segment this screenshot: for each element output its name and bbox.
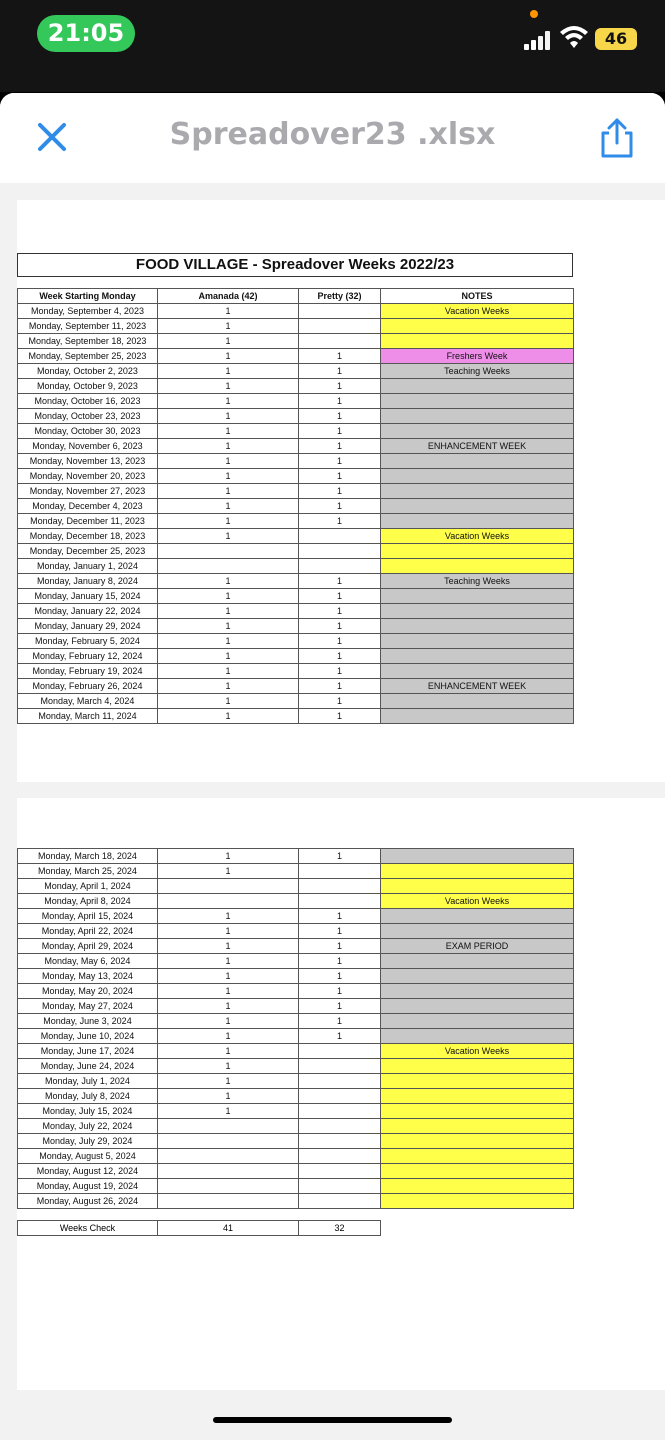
table-row bbox=[18, 1059, 574, 1074]
table-row bbox=[18, 849, 574, 864]
cell-amanada: 1 bbox=[158, 439, 299, 454]
cell-amanada bbox=[158, 559, 299, 574]
cell-amanada: 1 bbox=[158, 1044, 299, 1059]
cell-notes bbox=[381, 1179, 574, 1194]
cell-week: Monday, February 19, 2024 bbox=[18, 664, 158, 679]
table-row bbox=[18, 439, 574, 454]
cell-notes: EXAM PERIOD bbox=[381, 939, 574, 954]
cell-week: Monday, September 11, 2023 bbox=[18, 319, 158, 334]
cell-pretty: 1 bbox=[299, 664, 381, 679]
cell-amanada: 1 bbox=[158, 514, 299, 529]
cell-week: Monday, October 2, 2023 bbox=[18, 364, 158, 379]
cell-amanada: 1 bbox=[158, 649, 299, 664]
table-row bbox=[18, 319, 574, 334]
cell-pretty bbox=[299, 529, 381, 544]
cell-pretty: 1 bbox=[299, 679, 381, 694]
cell-notes: Teaching Weeks bbox=[381, 574, 574, 589]
cell-notes bbox=[381, 664, 574, 679]
cell-pretty: 1 bbox=[299, 424, 381, 439]
cell-notes bbox=[381, 1029, 574, 1044]
cell-pretty: 1 bbox=[299, 954, 381, 969]
cell-week: Monday, August 5, 2024 bbox=[18, 1149, 158, 1164]
table-row bbox=[18, 454, 574, 469]
battery-icon: 46 bbox=[595, 28, 637, 50]
cell-notes: Teaching Weeks bbox=[381, 364, 574, 379]
cell-week: Monday, January 22, 2024 bbox=[18, 604, 158, 619]
cell-week: Monday, December 11, 2023 bbox=[18, 514, 158, 529]
cell-week: Monday, March 25, 2024 bbox=[18, 864, 158, 879]
table-row bbox=[18, 864, 574, 879]
cell-notes bbox=[381, 1149, 574, 1164]
cell-notes bbox=[381, 604, 574, 619]
cell-pretty: 1 bbox=[299, 349, 381, 364]
cell-notes bbox=[381, 924, 574, 939]
cell-pretty: 1 bbox=[299, 604, 381, 619]
table-row bbox=[18, 604, 574, 619]
cell-week: Monday, July 1, 2024 bbox=[18, 1074, 158, 1089]
cell-notes bbox=[381, 1074, 574, 1089]
cell-notes bbox=[381, 1059, 574, 1074]
cell-amanada: 1 bbox=[158, 864, 299, 879]
cell-week: Monday, May 6, 2024 bbox=[18, 954, 158, 969]
cell-notes bbox=[381, 1104, 574, 1119]
table-row bbox=[18, 879, 574, 894]
cell-notes bbox=[381, 909, 574, 924]
cell-pretty bbox=[299, 894, 381, 909]
table-row bbox=[18, 304, 574, 319]
cell-pretty bbox=[299, 334, 381, 349]
cell-pretty: 1 bbox=[299, 649, 381, 664]
cell-pretty bbox=[299, 1134, 381, 1149]
cell-pretty bbox=[299, 544, 381, 559]
cell-pretty: 1 bbox=[299, 969, 381, 984]
close-icon[interactable] bbox=[30, 115, 74, 159]
cell-notes bbox=[381, 514, 574, 529]
cell-pretty bbox=[299, 1059, 381, 1074]
cell-week: Monday, April 15, 2024 bbox=[18, 909, 158, 924]
cell-notes bbox=[381, 379, 574, 394]
cell-pretty: 1 bbox=[299, 709, 381, 724]
cell-amanada: 1 bbox=[158, 1014, 299, 1029]
cell-amanada: 1 bbox=[158, 379, 299, 394]
cell-pretty bbox=[299, 1089, 381, 1104]
cell-amanada: 1 bbox=[158, 939, 299, 954]
cell-amanada: 1 bbox=[158, 604, 299, 619]
table-row bbox=[18, 939, 574, 954]
document-sheet bbox=[0, 93, 665, 1440]
cell-notes bbox=[381, 454, 574, 469]
cell-week: Monday, February 12, 2024 bbox=[18, 649, 158, 664]
cell-amanada: 1 bbox=[158, 969, 299, 984]
cell-pretty bbox=[299, 1044, 381, 1059]
table-row bbox=[18, 709, 574, 724]
cell-notes bbox=[381, 1194, 574, 1209]
table-row bbox=[18, 619, 574, 634]
cell-notes bbox=[381, 969, 574, 984]
cell-pretty: 1 bbox=[299, 409, 381, 424]
table-row bbox=[18, 409, 574, 424]
cell-notes bbox=[381, 1014, 574, 1029]
cell-notes bbox=[381, 1134, 574, 1149]
cell-pretty bbox=[299, 864, 381, 879]
cell-amanada: 1 bbox=[158, 484, 299, 499]
cell-notes bbox=[381, 954, 574, 969]
column-header-amanada: Amanada (42) bbox=[158, 289, 299, 304]
cell-amanada: 1 bbox=[158, 1059, 299, 1074]
table-row bbox=[18, 1134, 574, 1149]
cell-amanada: 1 bbox=[158, 529, 299, 544]
cell-week: Monday, January 15, 2024 bbox=[18, 589, 158, 604]
table-row bbox=[18, 1179, 574, 1194]
table-row bbox=[18, 334, 574, 349]
table-row bbox=[18, 954, 574, 969]
document-title: Spreadover23 .xlsx bbox=[169, 117, 496, 152]
cell-week: Monday, October 30, 2023 bbox=[18, 424, 158, 439]
cell-week: Monday, November 20, 2023 bbox=[18, 469, 158, 484]
cell-pretty bbox=[299, 1119, 381, 1134]
cell-pretty: 1 bbox=[299, 909, 381, 924]
cell-amanada bbox=[158, 1134, 299, 1149]
table-header-row bbox=[18, 289, 574, 304]
cell-notes bbox=[381, 544, 574, 559]
cell-amanada bbox=[158, 879, 299, 894]
cell-week: Monday, February 26, 2024 bbox=[18, 679, 158, 694]
table-row bbox=[18, 469, 574, 484]
cell-amanada bbox=[158, 1149, 299, 1164]
table-row bbox=[18, 679, 574, 694]
cell-amanada: 1 bbox=[158, 954, 299, 969]
cell-amanada: 1 bbox=[158, 664, 299, 679]
weeks-check-row bbox=[17, 1220, 381, 1236]
cell-amanada: 1 bbox=[158, 574, 299, 589]
cell-week: Monday, April 8, 2024 bbox=[18, 894, 158, 909]
cell-amanada: 1 bbox=[158, 634, 299, 649]
cell-pretty bbox=[299, 559, 381, 574]
column-header-notes: NOTES bbox=[381, 289, 574, 304]
cell-week: Monday, December 18, 2023 bbox=[18, 529, 158, 544]
cell-amanada: 1 bbox=[158, 849, 299, 864]
cell-notes bbox=[381, 319, 574, 334]
cell-amanada: 1 bbox=[158, 1074, 299, 1089]
table-row bbox=[18, 514, 574, 529]
cell-week: Monday, November 27, 2023 bbox=[18, 484, 158, 499]
table-row bbox=[18, 1149, 574, 1164]
cell-pretty: 1 bbox=[299, 574, 381, 589]
cell-week: Monday, December 4, 2023 bbox=[18, 499, 158, 514]
cell-amanada bbox=[158, 544, 299, 559]
cell-week: Monday, June 17, 2024 bbox=[18, 1044, 158, 1059]
cell-notes bbox=[381, 1119, 574, 1134]
cell-week: Monday, September 4, 2023 bbox=[18, 304, 158, 319]
cell-notes bbox=[381, 1089, 574, 1104]
cell-pretty: 1 bbox=[299, 999, 381, 1014]
share-icon[interactable] bbox=[596, 117, 638, 159]
cell-pretty: 1 bbox=[299, 849, 381, 864]
spreadsheet-table-page-1 bbox=[17, 288, 574, 724]
cell-amanada: 1 bbox=[158, 924, 299, 939]
table-row bbox=[18, 1074, 574, 1089]
cell-amanada: 1 bbox=[158, 394, 299, 409]
cell-amanada: 1 bbox=[158, 304, 299, 319]
cell-pretty: 1 bbox=[299, 394, 381, 409]
cell-week: Monday, July 15, 2024 bbox=[18, 1104, 158, 1119]
cell-pretty bbox=[299, 1179, 381, 1194]
cell-week: Monday, April 29, 2024 bbox=[18, 939, 158, 954]
cell-week: Monday, October 23, 2023 bbox=[18, 409, 158, 424]
cell-pretty bbox=[299, 1164, 381, 1179]
table-row bbox=[18, 649, 574, 664]
cell-week: Monday, June 10, 2024 bbox=[18, 1029, 158, 1044]
cell-amanada: 1 bbox=[158, 909, 299, 924]
cell-pretty bbox=[299, 879, 381, 894]
table-row bbox=[18, 634, 574, 649]
cell-pretty: 1 bbox=[299, 984, 381, 999]
column-header-pretty: Pretty (32) bbox=[299, 289, 381, 304]
cell-amanada bbox=[158, 894, 299, 909]
table-row bbox=[18, 1044, 574, 1059]
cell-pretty: 1 bbox=[299, 514, 381, 529]
cell-notes bbox=[381, 709, 574, 724]
home-indicator[interactable] bbox=[213, 1417, 452, 1423]
cell-notes bbox=[381, 424, 574, 439]
table-row bbox=[18, 379, 574, 394]
document-header bbox=[0, 93, 665, 183]
cell-notes: Vacation Weeks bbox=[381, 529, 574, 544]
cell-notes bbox=[381, 469, 574, 484]
cell-notes bbox=[381, 484, 574, 499]
table-row bbox=[18, 364, 574, 379]
cell-pretty: 1 bbox=[299, 1029, 381, 1044]
cell-week: Monday, March 18, 2024 bbox=[18, 849, 158, 864]
cell-pretty: 1 bbox=[299, 454, 381, 469]
cell-week: Monday, July 22, 2024 bbox=[18, 1119, 158, 1134]
cell-notes bbox=[381, 499, 574, 514]
cell-notes: ENHANCEMENT WEEK bbox=[381, 679, 574, 694]
cell-amanada: 1 bbox=[158, 364, 299, 379]
cell-week: Monday, June 24, 2024 bbox=[18, 1059, 158, 1074]
cellular-signal-icon bbox=[524, 30, 552, 50]
cell-notes bbox=[381, 409, 574, 424]
cell-notes bbox=[381, 634, 574, 649]
table-row bbox=[18, 424, 574, 439]
cell-week: Monday, November 13, 2023 bbox=[18, 454, 158, 469]
cell-week: Monday, January 8, 2024 bbox=[18, 574, 158, 589]
table-row bbox=[18, 969, 574, 984]
cell-week: Monday, May 20, 2024 bbox=[18, 984, 158, 999]
cell-amanada: 1 bbox=[158, 469, 299, 484]
cell-week: Monday, June 3, 2024 bbox=[18, 1014, 158, 1029]
cell-amanada bbox=[158, 1194, 299, 1209]
weeks-check-pretty: 32 bbox=[299, 1221, 381, 1236]
cell-week: Monday, August 12, 2024 bbox=[18, 1164, 158, 1179]
cell-notes bbox=[381, 334, 574, 349]
cell-week: Monday, March 4, 2024 bbox=[18, 694, 158, 709]
table-row bbox=[18, 909, 574, 924]
cell-pretty: 1 bbox=[299, 364, 381, 379]
table-row bbox=[18, 484, 574, 499]
spreadsheet-table-page-2 bbox=[17, 848, 574, 1209]
cell-week: Monday, August 19, 2024 bbox=[18, 1179, 158, 1194]
cell-pretty: 1 bbox=[299, 939, 381, 954]
cell-amanada: 1 bbox=[158, 984, 299, 999]
table-row bbox=[18, 894, 574, 909]
table-row bbox=[18, 349, 574, 364]
cell-week: Monday, April 22, 2024 bbox=[18, 924, 158, 939]
table-row bbox=[18, 1014, 574, 1029]
table-row bbox=[18, 574, 574, 589]
status-bar bbox=[0, 0, 665, 92]
cell-notes bbox=[381, 394, 574, 409]
document-viewer[interactable] bbox=[0, 183, 665, 1440]
cell-pretty: 1 bbox=[299, 1014, 381, 1029]
cell-week: Monday, January 29, 2024 bbox=[18, 619, 158, 634]
cell-week: Monday, May 27, 2024 bbox=[18, 999, 158, 1014]
wifi-icon bbox=[560, 26, 588, 50]
cell-amanada: 1 bbox=[158, 1029, 299, 1044]
table-row bbox=[18, 1119, 574, 1134]
page-2 bbox=[17, 798, 665, 1390]
cell-amanada bbox=[158, 1164, 299, 1179]
cell-notes bbox=[381, 1164, 574, 1179]
table-row bbox=[18, 544, 574, 559]
cell-notes bbox=[381, 999, 574, 1014]
cell-amanada: 1 bbox=[158, 499, 299, 514]
cell-week: Monday, December 25, 2023 bbox=[18, 544, 158, 559]
cell-week: Monday, September 25, 2023 bbox=[18, 349, 158, 364]
column-header-week: Week Starting Monday bbox=[18, 289, 158, 304]
cell-week: Monday, April 1, 2024 bbox=[18, 879, 158, 894]
cell-notes bbox=[381, 984, 574, 999]
cell-amanada: 1 bbox=[158, 1104, 299, 1119]
privacy-indicator-dot bbox=[530, 10, 538, 18]
cell-pretty: 1 bbox=[299, 469, 381, 484]
cell-week: Monday, September 18, 2023 bbox=[18, 334, 158, 349]
table-row bbox=[18, 1194, 574, 1209]
table-row bbox=[18, 924, 574, 939]
cell-pretty: 1 bbox=[299, 694, 381, 709]
cell-pretty: 1 bbox=[299, 484, 381, 499]
cell-week: Monday, March 11, 2024 bbox=[18, 709, 158, 724]
cell-amanada: 1 bbox=[158, 999, 299, 1014]
cell-notes bbox=[381, 649, 574, 664]
cell-pretty bbox=[299, 1149, 381, 1164]
table-row bbox=[18, 529, 574, 544]
sheet-title: FOOD VILLAGE - Spreadover Weeks 2022/23 bbox=[17, 253, 573, 277]
cell-amanada: 1 bbox=[158, 349, 299, 364]
cell-notes: Vacation Weeks bbox=[381, 894, 574, 909]
cell-amanada: 1 bbox=[158, 679, 299, 694]
page-1 bbox=[17, 200, 665, 782]
table-row bbox=[18, 999, 574, 1014]
table-row bbox=[18, 694, 574, 709]
cell-pretty: 1 bbox=[299, 589, 381, 604]
cell-notes bbox=[381, 849, 574, 864]
cell-notes bbox=[381, 589, 574, 604]
cell-pretty bbox=[299, 1194, 381, 1209]
cell-notes: Freshers Week bbox=[381, 349, 574, 364]
cell-amanada: 1 bbox=[158, 619, 299, 634]
table-row bbox=[18, 1089, 574, 1104]
cell-amanada: 1 bbox=[158, 709, 299, 724]
cell-amanada: 1 bbox=[158, 424, 299, 439]
cell-week: Monday, February 5, 2024 bbox=[18, 634, 158, 649]
table-row bbox=[18, 589, 574, 604]
cell-amanada bbox=[158, 1119, 299, 1134]
cell-notes bbox=[381, 864, 574, 879]
table-row bbox=[18, 394, 574, 409]
cell-notes: ENHANCEMENT WEEK bbox=[381, 439, 574, 454]
cell-pretty bbox=[299, 1074, 381, 1089]
cell-amanada: 1 bbox=[158, 1089, 299, 1104]
cell-notes bbox=[381, 559, 574, 574]
table-row bbox=[18, 984, 574, 999]
table-row bbox=[18, 1164, 574, 1179]
cell-week: Monday, July 8, 2024 bbox=[18, 1089, 158, 1104]
cell-amanada: 1 bbox=[158, 454, 299, 469]
cell-week: Monday, August 26, 2024 bbox=[18, 1194, 158, 1209]
cell-week: Monday, October 16, 2023 bbox=[18, 394, 158, 409]
cell-week: Monday, October 9, 2023 bbox=[18, 379, 158, 394]
cell-pretty bbox=[299, 304, 381, 319]
cell-week: Monday, May 13, 2024 bbox=[18, 969, 158, 984]
cell-week: Monday, January 1, 2024 bbox=[18, 559, 158, 574]
weeks-check-amanada: 41 bbox=[158, 1221, 299, 1236]
cell-week: Monday, July 29, 2024 bbox=[18, 1134, 158, 1149]
cell-notes bbox=[381, 694, 574, 709]
weeks-check-label: Weeks Check bbox=[18, 1221, 158, 1236]
cell-amanada: 1 bbox=[158, 319, 299, 334]
cell-notes bbox=[381, 879, 574, 894]
cell-amanada: 1 bbox=[158, 334, 299, 349]
cell-amanada: 1 bbox=[158, 409, 299, 424]
table-row bbox=[18, 664, 574, 679]
cell-notes: Vacation Weeks bbox=[381, 304, 574, 319]
cell-pretty: 1 bbox=[299, 379, 381, 394]
cell-pretty: 1 bbox=[299, 439, 381, 454]
table-row bbox=[18, 559, 574, 574]
cell-pretty: 1 bbox=[299, 619, 381, 634]
table-row bbox=[18, 1104, 574, 1119]
status-time[interactable]: 21:05 bbox=[37, 15, 135, 52]
cell-notes bbox=[381, 619, 574, 634]
cell-pretty bbox=[299, 1104, 381, 1119]
cell-pretty bbox=[299, 319, 381, 334]
table-row bbox=[18, 499, 574, 514]
cell-notes: Vacation Weeks bbox=[381, 1044, 574, 1059]
cell-pretty: 1 bbox=[299, 924, 381, 939]
cell-amanada: 1 bbox=[158, 589, 299, 604]
cell-pretty: 1 bbox=[299, 634, 381, 649]
cell-amanada: 1 bbox=[158, 694, 299, 709]
table-row bbox=[18, 1029, 574, 1044]
cell-pretty: 1 bbox=[299, 499, 381, 514]
cell-amanada bbox=[158, 1179, 299, 1194]
cell-week: Monday, November 6, 2023 bbox=[18, 439, 158, 454]
